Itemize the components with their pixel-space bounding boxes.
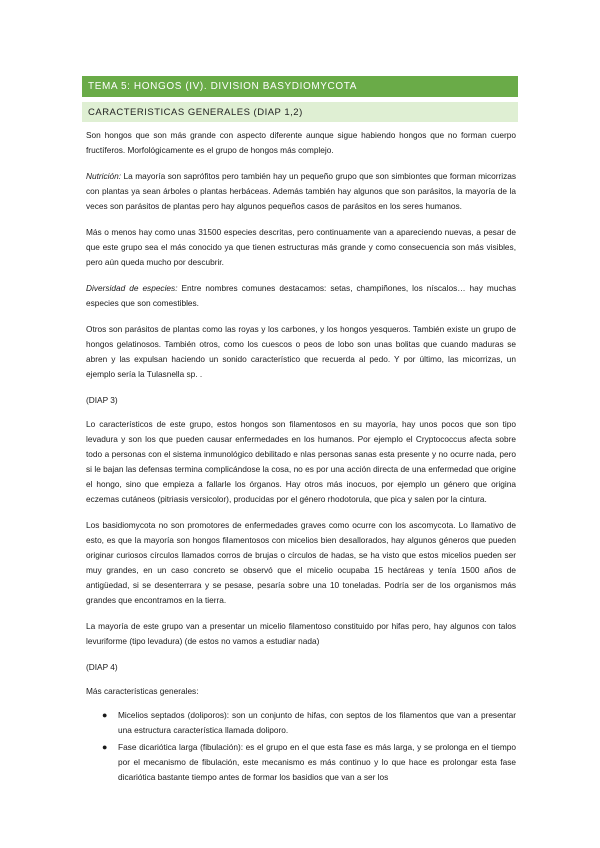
list-item: [86, 708, 516, 738]
nutricion-label: Nutrición:: [86, 171, 122, 181]
paragraph-nutricion: [86, 169, 516, 214]
diversidad-label: Diversidad de especies:: [86, 283, 178, 293]
paragraph-parasitos: Otros son parásitos de plantas como las royas y los carbones, y los hongos yesqueros. También existe un grupo de hongos gelatinosos. También otros, como los cuescos o peos de lobo son unas bolitas que cuando maduras se abren y las expulsan haciendo un sonido característico que recuerda al pedo. Y por último, las micorrizas, un ejemplo sería la Tulasnella sp. .: [86, 324, 516, 379]
bullet-icon: ●: [102, 710, 108, 720]
list-item-text: Micelios septados (doliporos): son un conjunto de hifas, con septos de los filamentos que van a presentar una estructura característica llamada doliporo.: [118, 710, 516, 735]
diap-4-label: (DIAP 4): [86, 662, 118, 672]
paragraph-mas-caracteristicas: Más características generales:: [86, 686, 199, 696]
diap-3-label: (DIAP 3): [86, 395, 118, 405]
paragraph-filamentosos: Lo característicos de este grupo, estos hongos son filamentosos en su mayoría, hay unos pocos que son tipo levadura y son los que pueden causar enfermedades en los humanos. Por ejemplo el Cryptococcus afecta sobre todo a personas con el sistema inmunológico debilitado e nlas personas sanas esta presente y no ocurre nada, pero si le bajan las defensas termina complicándose la cosa, no es por una acción directa de una enfermedad que origine el hongo, sino que empieza a fallarle los órganos. Hay otros más inocuos, por ejemplo un género que origina eczemas cutáneos (pitriasis versicolor), producidas por el género rhodotorula, que pica y salen por la cintura.: [86, 419, 516, 504]
paragraph-intro: Son hongos que son más grande con aspecto diferente aunque sigue habiendo hongos que no forman cuerpo fructíferos. Morfológicamente es el grupo de hongos más complejo.: [86, 130, 516, 155]
paragraph-diversidad: [86, 281, 516, 311]
paragraph-micelio: La mayoría de este grupo van a presentar un micelio filamentoso constituido por hifas pero, hay algunos con talos levuriforme (tipo levadura) (de estos no vamos a estudiar nada): [86, 621, 516, 646]
diversidad-text: Entre nombres comunes destacamos: setas, champiñones, los níscalos… hay muchas especies que son comestibles.: [86, 283, 516, 308]
nutricion-text: La mayoría son saprófitos pero también hay un pequeño grupo que son simbiontes que forman micorrizas con plantas ya sean árboles o plantas herbáceas. Además también hay algunos que son parásitos, la mayoría de la veces son parásitos de plantas pero hay algunos pequeños casos de parásitos en los seres humanos.: [86, 171, 516, 211]
document-body: [86, 128, 516, 787]
section-heading: CARACTERISTICAS GENERALES (DIAP 1,2): [82, 102, 518, 122]
bullet-icon: ●: [102, 742, 108, 752]
characteristics-list: [86, 708, 516, 785]
list-item: [86, 740, 516, 785]
list-item-text: Fase dicariótica larga (fibulación): es el grupo en el que esta fase es más larga, y se prolonga en el tiempo por el mecanismo de fibulación, este mecanismo es más continuo y lo que hace es prolongar esta fase dicariótica bastante tiempo antes de formar los basidios que van a ser los: [118, 742, 516, 782]
paragraph-especies: Más o menos hay como unas 31500 especies descritas, pero continuamente van a apareciendo nuevas, a pesar de que este grupo sea el más conocido ya que tienen estructuras más grande y como consecuencia son más visibles, pero aún queda mucho por descubrir.: [86, 227, 516, 267]
document-title: TEMA 5: HONGOS (IV). DIVISION BASYDIOMYCOTA: [82, 76, 518, 97]
paragraph-basidiomycota: Los basidiomycota no son promotores de enfermedades graves como ocurre con los ascomycota. Lo llamativo de esto, es que la mayoría son hongos filamentosos con micelios bien desallorados, hay algunos géneros que pueden originar curiosos círculos llamados corros de brujas o círculos de hadas, se ha visto que estos micelios pueden ser muy grandes, en un caso concreto se observó que el micelio ocupaba 15 hectáreas y tenía 1500 años de antigüedad, si se desenterrara y se pesase, pesaría sobre una 10 toneladas. Podría ser de los organismos más grandes que encontramos en la tierra.: [86, 520, 516, 605]
